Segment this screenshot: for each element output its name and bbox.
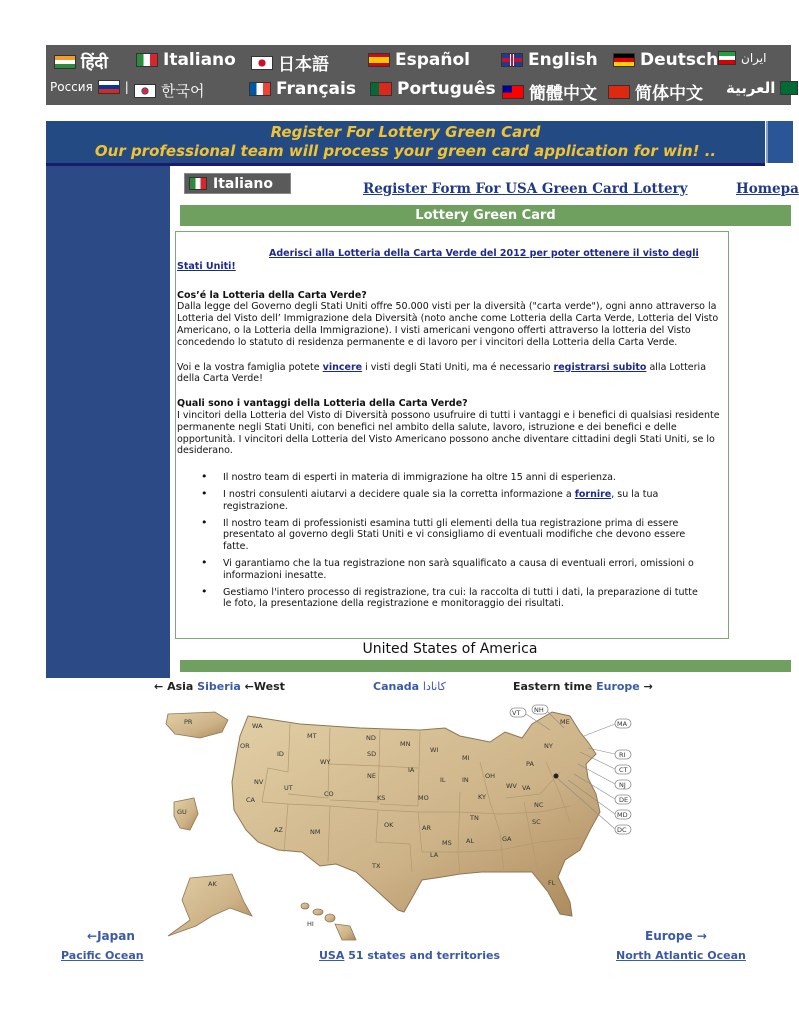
- japan-flag-icon: [251, 56, 273, 70]
- state-label-ca[interactable]: CA: [246, 796, 255, 804]
- nav-canada[interactable]: Canada کانادا: [373, 680, 446, 693]
- lang-korean-link[interactable]: 한국어: [134, 80, 204, 101]
- state-label-va[interactable]: VA: [522, 784, 531, 792]
- state-label-in[interactable]: IN: [462, 776, 469, 784]
- state-label-al[interactable]: AL: [466, 837, 475, 845]
- arrow-left-icon: ←: [87, 929, 98, 943]
- lang-espanol-link[interactable]: Español: [368, 50, 470, 70]
- state-label-ri[interactable]: RI: [619, 751, 626, 759]
- china-flag-icon: [608, 85, 630, 99]
- state-label-mt[interactable]: MT: [307, 732, 317, 740]
- benefits-list: [177, 472, 707, 610]
- state-label-wv[interactable]: WV: [506, 782, 517, 790]
- state-label-mi[interactable]: MI: [462, 754, 470, 762]
- lang-portugues-link[interactable]: Português: [370, 79, 496, 99]
- lang-traditional-chinese-link[interactable]: 簡體中文: [502, 79, 597, 104]
- russia-flag-icon: [98, 80, 120, 94]
- state-label-id[interactable]: ID: [277, 750, 284, 758]
- state-label-ny[interactable]: NY: [544, 742, 553, 750]
- arrow-right-icon: →: [696, 929, 707, 943]
- siberia-link[interactable]: Siberia: [197, 680, 241, 693]
- taiwan-flag-icon: [502, 85, 524, 99]
- state-label-mo[interactable]: MO: [418, 794, 429, 802]
- state-label-pr[interactable]: PR: [184, 718, 193, 726]
- italy-flag-icon: [136, 53, 158, 67]
- state-label-az[interactable]: AZ: [274, 826, 283, 834]
- state-label-ia[interactable]: IA: [408, 766, 415, 774]
- nav-eastern[interactable]: Eastern time Europe →: [513, 680, 653, 693]
- state-label-ut[interactable]: UT: [284, 784, 293, 792]
- state-label-oh[interactable]: OH: [485, 772, 496, 780]
- lang-russian-link[interactable]: Россия |: [50, 80, 129, 94]
- state-label-tx[interactable]: TX: [372, 862, 381, 870]
- state-label-ne[interactable]: NE: [367, 772, 376, 780]
- lang-deutsch-link[interactable]: Deutsch: [613, 50, 718, 70]
- saudi-flag-icon: [780, 81, 798, 95]
- state-label-wy[interactable]: WY: [320, 758, 331, 766]
- header-title-line2: Our professional team will process your green card application for win! ..: [94, 142, 717, 160]
- portugal-flag-icon: [370, 82, 392, 96]
- register-form-link[interactable]: Register Form For USA Green Card Lottery: [363, 181, 688, 197]
- usa-map[interactable]: [160, 702, 640, 942]
- state-label-ms[interactable]: MS: [442, 839, 452, 847]
- state-label-nd[interactable]: ND: [366, 734, 376, 742]
- pacific-ocean-link[interactable]: Pacific Ocean: [61, 949, 144, 962]
- article-headline-cont[interactable]: Stati Uniti!: [177, 260, 236, 272]
- state-label-fl[interactable]: FL: [548, 879, 556, 887]
- question-what-is: Cos’é la Lotteria della Carta Verde?: [177, 289, 367, 301]
- state-label-de[interactable]: DE: [619, 796, 629, 804]
- state-label-wa[interactable]: WA: [252, 722, 263, 730]
- state-label-sc[interactable]: SC: [532, 818, 541, 826]
- arrow-left-icon: ←: [244, 680, 254, 693]
- header-title-line1: Register For Lottery Green Card: [270, 123, 541, 141]
- state-label-me[interactable]: ME: [560, 718, 570, 726]
- lang-simplified-chinese-link[interactable]: 简体中文: [608, 79, 703, 104]
- germany-flag-icon: [613, 53, 635, 67]
- state-label-wi[interactable]: WI: [430, 746, 439, 754]
- state-label-ma[interactable]: MA: [617, 720, 628, 728]
- state-label-co[interactable]: CO: [324, 790, 334, 798]
- register-now-link[interactable]: registrarsi subito: [553, 361, 647, 373]
- green-divider-bar: [180, 660, 791, 672]
- state-label-sd[interactable]: SD: [367, 750, 377, 758]
- article-content: [175, 231, 729, 639]
- usa-states-link[interactable]: USA 51 states and territories: [319, 949, 500, 962]
- list-item: • I nostri consulenti aiutarvi a decidere quale sia la corretta informazione a fornire, su la tua registrazione.: [177, 489, 707, 513]
- lang-arabic-link[interactable]: العربية: [726, 79, 798, 97]
- lang-english-link[interactable]: English: [501, 50, 598, 70]
- iran-flag-icon: [718, 51, 736, 65]
- state-label-nm[interactable]: NM: [310, 828, 321, 836]
- state-label-ok[interactable]: OK: [384, 821, 394, 829]
- provide-link[interactable]: fornire: [574, 488, 612, 500]
- paragraph-register: Voi e la vostra famiglia potete vincere i visti degli Stati Uniti, ma é necessario registrarsi subito alla Lotteria della Carta Verde!: [177, 361, 707, 385]
- homepage-link[interactable]: Homepa: [736, 181, 799, 197]
- state-label-md[interactable]: MD: [617, 811, 628, 819]
- spain-flag-icon: [368, 53, 390, 67]
- list-item: • Vi garantiamo che la tua registrazione non sarà squalificato a causa di eventuali errori, omissioni o informazioni inesatte.: [177, 558, 707, 582]
- win-link[interactable]: vincere: [322, 361, 363, 373]
- language-bar: [46, 45, 791, 105]
- paragraph-advantages: I vincitori della Lotteria del Visto di Diversità possono usufruire di tutti i vantaggi e i benefici di qualsiasi residente permanente negli Stati Uniti, con benefici nel ambito della salute, lavoro, istruzione e dei benefici e delle opportunità. I vincitori della Lotteria del Visto Americano possono anche diventare cittadini degli Stati Uniti, se lo desiderano.: [177, 409, 720, 457]
- dc-marker: [554, 774, 559, 779]
- state-label-dc[interactable]: DC: [617, 826, 627, 834]
- list-item: • Gestiamo l'intero processo di registrazione, tra cui: la raccolta di tutti i dati, la preparazione di tutte le foto, la presentazione della registrazione e monitoraggio dei risultati.: [177, 587, 707, 611]
- state-label-mn[interactable]: MN: [400, 740, 411, 748]
- state-label-ak[interactable]: AK: [208, 880, 217, 888]
- state-label-nj[interactable]: NJ: [619, 781, 626, 789]
- left-sidebar: [46, 166, 170, 678]
- europe-top-link[interactable]: Europe: [596, 680, 640, 693]
- korea-flag-icon: [134, 84, 156, 98]
- state-label-ct[interactable]: CT: [619, 766, 628, 774]
- lang-francais-link[interactable]: Français: [249, 79, 356, 99]
- list-item: • Il nostro team di professionisti esamina tutti gli elementi della tua registrazione prima di essere presentato al governo degli Stati Uniti e vi consigliamo di eventuali modifiche che devono essere fatte.: [177, 518, 707, 553]
- paragraph-what-is: Dalla legge del Governo degli Stati Uniti offre 50.000 visti per la diversità ("carta verde"), ogni anno attraverso la Lotteria del Visto dell’ Immigrazione dela Diversità (noto anche come Lotteria della Carta Verde, Lotteria del Visto Americano, o la Lotteria della Immigrazione). I visti americani vengono offerti attraverso la lotteria del Visto concedendo lo statuto di residenza permanente e di lavoro per i vincitori della Lotteria della Carta Verde.: [177, 301, 719, 348]
- state-label-nv[interactable]: NV: [254, 778, 264, 786]
- state-label-tn[interactable]: TN: [470, 814, 479, 822]
- lang-italiano-link[interactable]: Italiano: [136, 50, 236, 70]
- state-label-hi[interactable]: HI: [307, 920, 314, 928]
- nav-japan[interactable]: ←Japan: [87, 929, 135, 943]
- france-flag-icon: [249, 82, 271, 96]
- state-label-ar[interactable]: AR: [422, 824, 431, 832]
- puerto-rico-shape: [166, 712, 228, 738]
- state-label-vt[interactable]: VT: [512, 709, 521, 717]
- lang-persian-link[interactable]: ایران: [718, 51, 766, 65]
- state-label-la[interactable]: LA: [430, 851, 439, 859]
- article-headline[interactable]: Aderisci alla Lotteria della Carta Verde del 2012 per poter ottenere il visto degli: [269, 248, 699, 259]
- map-section-title: United States of America: [362, 641, 538, 657]
- state-label-ky[interactable]: KY: [478, 793, 487, 801]
- italy-flag-icon: [189, 177, 207, 190]
- state-label-or[interactable]: OR: [240, 742, 250, 750]
- question-advantages: Quali sono i vantaggi della Lotteria della Carta Verde?: [177, 398, 468, 410]
- state-label-ga[interactable]: GA: [502, 835, 512, 843]
- header-right-panel: [766, 121, 793, 163]
- state-label-nh[interactable]: NH: [534, 706, 544, 714]
- state-label-ks[interactable]: KS: [377, 794, 386, 802]
- lang-japanese-link[interactable]: 日本語: [251, 50, 329, 75]
- arrow-right-icon: →: [643, 680, 653, 693]
- state-label-nc[interactable]: NC: [534, 801, 544, 809]
- italiano-language-button[interactable]: Italiano: [184, 173, 291, 194]
- state-label-il[interactable]: IL: [440, 776, 446, 784]
- list-item: • Il nostro team di esperti in materia di immigrazione ha oltre 15 anni di esperienza.: [177, 472, 707, 484]
- state-label-gu[interactable]: GU: [177, 808, 187, 816]
- site-header: [46, 121, 765, 166]
- nav-west[interactable]: ← Asia Siberia ←West: [154, 680, 285, 693]
- usa-link[interactable]: USA: [319, 949, 345, 962]
- section-title-bar: Lottery Green Card: [180, 205, 791, 226]
- india-flag-icon: [54, 55, 76, 69]
- atlantic-ocean-link[interactable]: North Atlantic Ocean: [616, 949, 746, 962]
- nav-europe-bottom[interactable]: Europe →: [645, 929, 707, 943]
- lang-hindi-link[interactable]: हिंदी: [54, 50, 108, 73]
- arrow-left-icon: ←: [154, 680, 164, 693]
- state-label-pa[interactable]: PA: [526, 760, 534, 768]
- uk-flag-icon: [501, 53, 523, 67]
